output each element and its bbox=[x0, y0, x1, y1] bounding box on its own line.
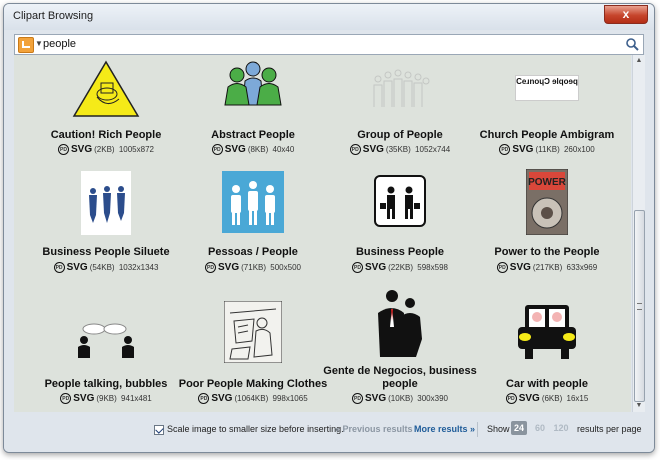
file-format: SVG bbox=[509, 262, 531, 273]
public-domain-icon: PD bbox=[352, 262, 363, 273]
image-dimensions: 633x969 bbox=[566, 263, 598, 272]
file-format: SVG bbox=[365, 393, 387, 404]
clipart-title: Caution! Rich People bbox=[50, 129, 162, 141]
public-domain-icon: PD bbox=[198, 393, 209, 404]
public-domain-icon: PD bbox=[60, 393, 71, 404]
clipart-meta bbox=[176, 393, 330, 404]
clipart-title: Poor People Making Clothes bbox=[178, 378, 328, 390]
file-format: SVG bbox=[71, 144, 93, 155]
file-size: (11KB) bbox=[535, 145, 560, 154]
clipart-meta bbox=[470, 144, 624, 155]
close-button[interactable] bbox=[604, 5, 648, 24]
search-icon[interactable] bbox=[625, 37, 639, 51]
public-domain-icon: PD bbox=[58, 144, 69, 155]
clipart-meta bbox=[470, 393, 624, 404]
clipart-meta bbox=[323, 393, 477, 404]
file-format: SVG bbox=[362, 144, 384, 155]
public-domain-icon: PD bbox=[497, 262, 508, 273]
clipart-meta bbox=[29, 144, 183, 155]
per-page-120[interactable]: 120 bbox=[553, 423, 569, 433]
image-dimensions: 40x40 bbox=[272, 145, 295, 154]
clipart-meta bbox=[176, 262, 330, 273]
image-dimensions: 1052x744 bbox=[415, 145, 451, 154]
clipart-meta bbox=[29, 262, 183, 273]
clipart-title: Car with people bbox=[506, 378, 588, 390]
scale-image-label[interactable]: Scale image to smaller size before inserting. bbox=[167, 424, 344, 434]
clipart-title: Church People Ambigram bbox=[479, 129, 615, 141]
file-size: (2KB) bbox=[94, 145, 115, 154]
power-text: POWER bbox=[528, 177, 566, 188]
image-dimensions: 500x500 bbox=[270, 263, 301, 272]
clipart-title: Power to the People bbox=[494, 246, 600, 258]
clipart-title: Business People Siluete bbox=[42, 246, 170, 258]
image-dimensions: 300x390 bbox=[417, 394, 448, 403]
public-domain-icon: PD bbox=[352, 393, 363, 404]
file-format: SVG bbox=[518, 393, 540, 404]
clipart-thumbnail[interactable] bbox=[323, 65, 477, 129]
public-domain-icon: PD bbox=[499, 144, 510, 155]
clipart-thumbnail[interactable] bbox=[29, 171, 183, 237]
clipart-title: Abstract People bbox=[211, 129, 295, 141]
clipart-thumbnail[interactable] bbox=[470, 169, 624, 237]
results-grid bbox=[14, 55, 631, 412]
clipart-thumbnail[interactable] bbox=[176, 301, 330, 367]
window-title: Clipart Browsing bbox=[13, 10, 94, 22]
close-icon: x bbox=[622, 7, 630, 21]
file-size: (71KB) bbox=[241, 263, 267, 272]
public-domain-icon: PD bbox=[205, 262, 216, 273]
scroll-up-icon[interactable]: ▲ bbox=[635, 57, 643, 64]
clipart-thumbnail[interactable] bbox=[29, 59, 183, 123]
scroll-down-icon[interactable]: ▼ bbox=[635, 402, 643, 409]
footer-bar bbox=[4, 412, 654, 452]
file-format: SVG bbox=[73, 393, 95, 404]
file-size: (10KB) bbox=[388, 394, 414, 403]
clipart-title: Pessoas / People bbox=[208, 246, 298, 258]
search-source-icon[interactable] bbox=[18, 37, 34, 53]
clipart-meta bbox=[323, 262, 477, 273]
clipart-thumbnail[interactable] bbox=[29, 323, 183, 371]
image-dimensions: 998x1065 bbox=[272, 394, 308, 403]
clipart-browsing-dialog bbox=[3, 3, 655, 453]
clipart-thumbnail[interactable] bbox=[176, 171, 330, 237]
more-results-link[interactable]: More results » bbox=[414, 424, 476, 434]
file-format: SVG bbox=[66, 262, 88, 273]
clipart-meta bbox=[323, 144, 477, 155]
file-size: (35KB) bbox=[385, 145, 411, 154]
image-dimensions: 941x481 bbox=[121, 394, 152, 403]
results-per-page-label: results per page bbox=[577, 424, 642, 434]
clipart-thumbnail[interactable] bbox=[323, 287, 477, 361]
clipart-thumbnail[interactable] bbox=[470, 303, 624, 365]
public-domain-icon: PD bbox=[212, 144, 223, 155]
image-dimensions: 260x100 bbox=[563, 145, 595, 154]
clipart-meta bbox=[29, 393, 183, 404]
search-input[interactable] bbox=[43, 36, 613, 52]
clipart-meta bbox=[176, 144, 330, 155]
scroll-thumb[interactable] bbox=[634, 210, 645, 402]
file-format: SVG bbox=[365, 262, 387, 273]
image-dimensions: 1005x872 bbox=[118, 145, 154, 154]
file-size: (22KB) bbox=[388, 263, 414, 272]
divider bbox=[477, 422, 478, 437]
clipart-title: Gente de Negocios, business people bbox=[323, 365, 477, 390]
file-size: (54KB) bbox=[89, 263, 115, 272]
file-format: SVG bbox=[512, 144, 534, 155]
per-page-24[interactable]: 24 bbox=[511, 421, 527, 435]
show-label: Show bbox=[487, 424, 510, 434]
public-domain-icon: PD bbox=[506, 393, 517, 404]
search-bar bbox=[14, 34, 644, 55]
scale-image-checkbox[interactable] bbox=[154, 425, 164, 435]
clipart-thumbnail[interactable] bbox=[323, 175, 477, 235]
ambigram-text: CeɹnoɥƆ ɘlqoɘq bbox=[516, 77, 578, 86]
public-domain-icon: PD bbox=[350, 144, 361, 155]
file-format: SVG bbox=[211, 393, 233, 404]
clipart-thumbnail[interactable] bbox=[176, 59, 330, 123]
image-dimensions: 16x15 bbox=[566, 394, 589, 403]
image-dimensions: 1032x1343 bbox=[118, 263, 159, 272]
file-size: (217KB) bbox=[532, 263, 563, 272]
file-size: (8KB) bbox=[247, 145, 269, 154]
image-dimensions: 598x598 bbox=[417, 263, 448, 272]
previous-results-link[interactable]: « Previous results bbox=[335, 424, 413, 434]
public-domain-icon: PD bbox=[54, 262, 65, 273]
file-size: (9KB) bbox=[96, 394, 117, 403]
clipart-meta bbox=[470, 262, 624, 273]
clipart-title: Group of People bbox=[357, 129, 443, 141]
clipart-title: Business People bbox=[355, 246, 445, 258]
chevron-down-icon[interactable]: ▼ bbox=[35, 39, 43, 48]
ambigram-image bbox=[515, 75, 579, 101]
clipart-title: People talking, bubbles bbox=[44, 378, 168, 390]
vertical-scrollbar[interactable] bbox=[632, 55, 645, 412]
file-format: SVG bbox=[218, 262, 240, 273]
title-bar bbox=[4, 4, 654, 30]
file-format: SVG bbox=[224, 144, 246, 155]
file-size: (6KB) bbox=[541, 394, 563, 403]
file-size: (1064KB) bbox=[234, 394, 269, 403]
per-page-60[interactable]: 60 bbox=[534, 423, 545, 433]
